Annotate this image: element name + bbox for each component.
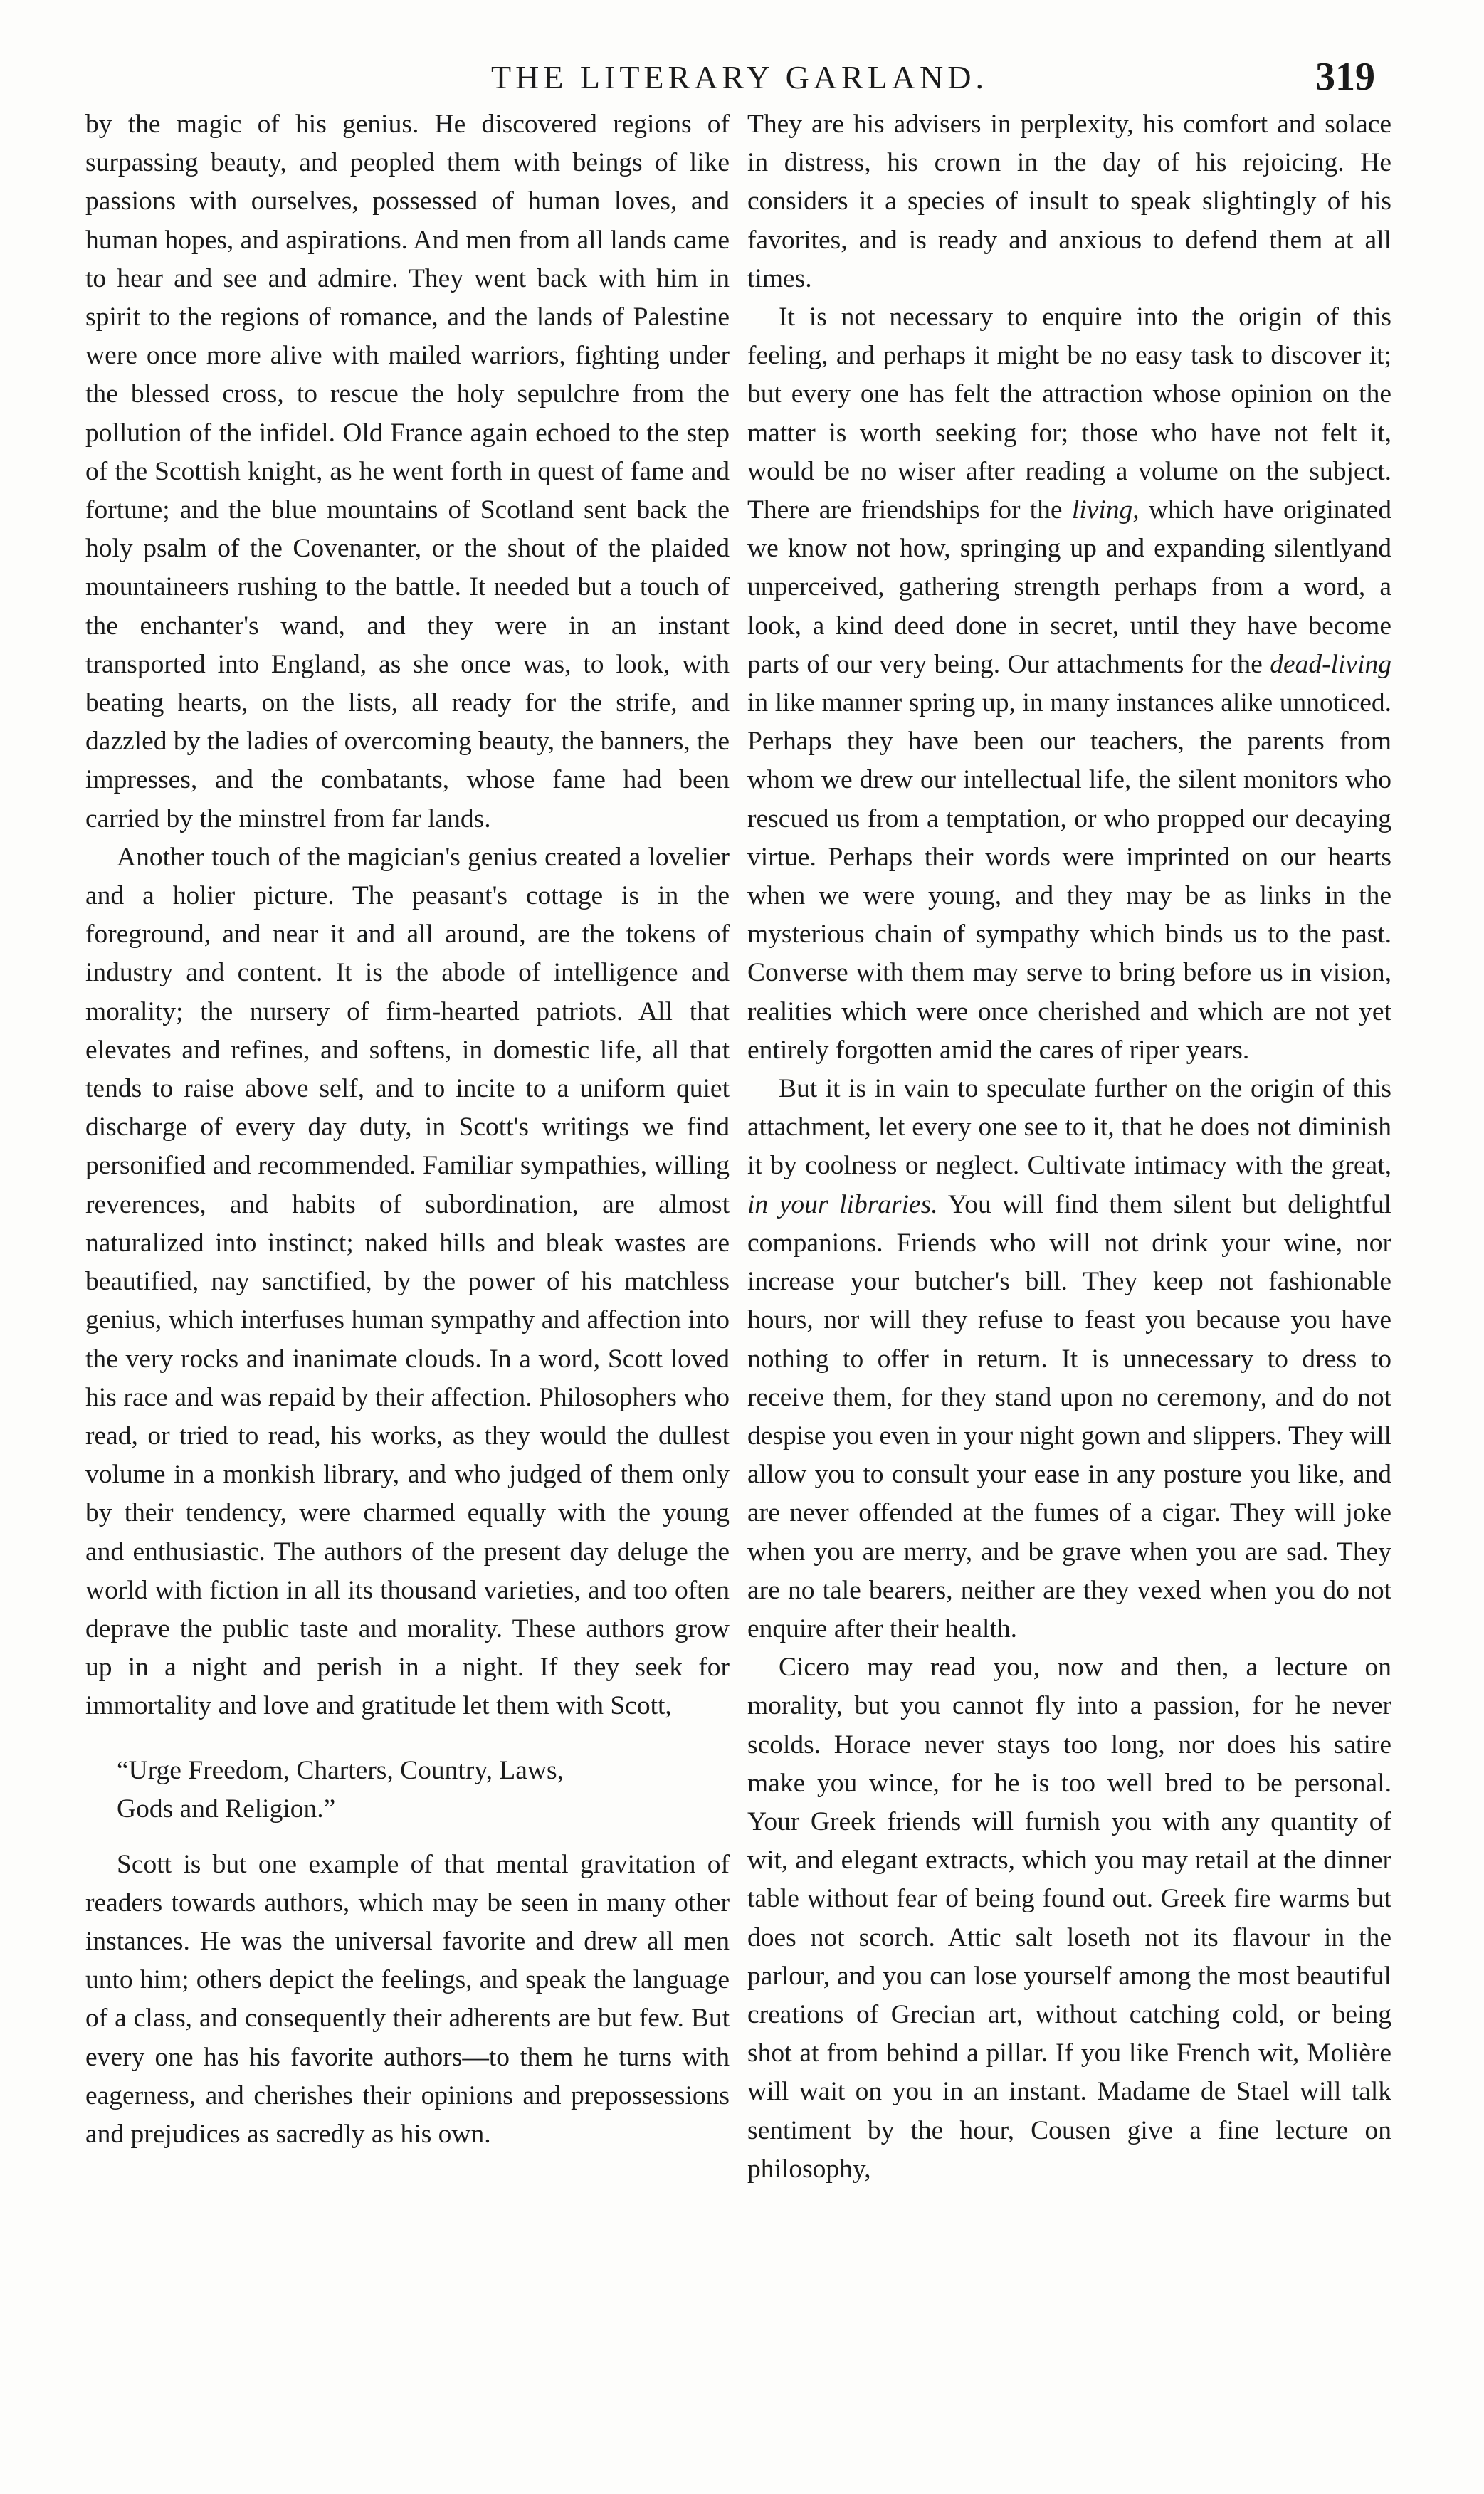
verse-quote-line-2: Gods and Religion.” [117,1794,336,1824]
emphasis-in-your-libraries: in your libraries. [747,1189,938,1219]
page-number: 319 [1315,55,1375,99]
paragraph-right-4: Cicero may read you, now and then, a lecture on morality, but you cannot fly into a passion, for he never scolds. Horace never stays too long, nor does his satire make you wince, for he is too well bred to be personal. Your Greek friends will furnish you with any quantity of wit, and elegant extracts, which you may retail at the dinner table without fear of being found out. Greek fire warms but does not scorch. Attic salt loseth not its flavour in the parlour, and you can lose yourself among the most beautiful creations of Grecian art, without catching cold, or being shot at from behind a pillar. If you like French wit, Molière will wait on you in an instant. Madame de Stael will talk sentiment by the hour, Cousen give a fine lecture on philosophy, [747,1653,1391,2184]
paragraph-left-1: by the magic of his genius. He discovered regions of surpassing beauty, and peopled them with beings of like passions with ourselves, possessed of human loves, and human hopes, and aspirations. And men from all lands came to hear and see and admire. They went back with him in spirit to the regions of romance, and the lands of Palestine were once more alive with mailed warriors, fighting under the blessed cross, to rescue the holy sepulchre from the pollution of the infidel. Old France again echoed to the step of the Scottish knight, as he went forth in quest of fame and fortune; and the blue mountains of Scotland sent back the holy psalm of the Covenanter, or the shout of the plaided mountaineers rushing to the battle. It needed but a touch of the enchanter's wand, and they were in an instant transported into England, as she once was, to look, with beating hearts, on the lists, all ready for the strife, and dazzled by the ladies of overcoming beauty, the banners, the impresses, and the combatants, whose fame had been carried by the minstrel from far lands. [85,110,730,833]
paragraph-right-3-part-a: But it is in vain to speculate further on the origin of this attachment, let every one see to it, that he does not diminish it by coolness or neglect. Cultivate intimacy with the great, [747,1074,1391,1181]
verse-quote [85,1752,730,1829]
paragraph-right-2 [747,298,1391,1070]
paragraph-right-2-part-a: It is not necessary to enquire into the origin of this feeling, and perhaps it might be no easy task to discover it; but every one has felt the attraction whose opinion on the matter is worth seeking for; those who have not felt it, would be no wiser after reading a volume on the subject. There are friendships for the [747,302,1391,525]
paragraph-left-2: Another touch of the magician's genius created a lovelier and a holier picture. The peasant's cottage is in the foreground, and near it and all around, are the tokens of industry and content. It is the abode of intelligence and morality; the nursery of firm-hearted patriots. All that elevates and refines, and softens, in domestic life, all that tends to raise above self, and to incite to a uniform quiet discharge of every day duty, in Scott's writings we find personified and recommended. Familiar sympathies, willing reverences, and habits of subordination, are almost naturalized into instinct; naked hills and bleak wastes are beautified, nay sanctified, by the power of his matchless genius, which interfuses human sympathy and affection into the very rocks and inanimate clouds. In a word, Scott loved his race and was repaid by their affection. Philosophers who read, or tried to read, his works, as they would the dullest volume in a monkish library, and who judged of them only by their tendency, were charmed equally with the young and enthusiastic. The authors of the present day deluge the world with fiction in all its thousand varieties, and too often deprave the public taste and morality. These authors grow up in a night and perish in a night. If they seek for immortality and love and gratitude let them with Scott, [85,842,730,1721]
emphasis-living: living [1071,495,1133,525]
paragraph-right-1: They are his advisers in perplexity, his comfort and solace in distress, his crown in the day of his rejoicing. He considers it a species of insult to speak slightingly of his favorites, and is ready and anxious to defend them at all times. [747,110,1391,293]
left-column [85,105,730,2154]
paragraph-right-2-part-c: in like manner spring up, in many instances alike unnoticed. Perhaps they have been our teachers, the parents from whom we drew our intellectual life, the silent monitors who rescued us from a temptation, or who propped our decaying virtue. Perhaps their words were imprinted on our hearts when we were young, and they may be as links in the mysterious chain of sympathy which binds us to the past. Converse with them may serve to bring before us in vision, realities which were once cherished and which are not yet entirely forgotten amid the cares of riper years. [747,688,1391,1065]
emphasis-dead-living: dead-living [1270,649,1391,679]
right-column [747,105,1391,2189]
running-head [0,54,1484,104]
paragraph-right-3 [747,1070,1391,1648]
paragraph-right-3-part-b: You will find them silent but delightful companions. Friends who will not drink your wine, nor increase your butcher's bill. They keep not fashionable hours, nor will they refuse to feast you because you have nothing to offer in return. It is unnecessary to dress to receive them, for they stand upon no ceremony, and do not despise you even in your night gown and slippers. They will allow you to consult your ease in any posture you like, and are never offended at the fumes of a cigar. They will joke when you are merry, and be grave when you are sad. They are no tale bearers, neither are they vexed when you do not enquire after their health. [747,1189,1391,1643]
paragraph-left-3: Scott is but one example of that mental gravitation of readers towards authors, which may be seen in many other instances. He was the universal favorite and drew all men unto him; others depict the feelings, and speak the language of a class, and consequently their adherents are but few. But every one has his favorite authors—to them he turns with eagerness, and cherishes their opinions and prepossessions and prejudices as sacredly as his own. [85,1849,730,2149]
running-title: THE LITERARY GARLAND. [491,59,988,95]
verse-quote-line-1: “Urge Freedom, Charters, Country, Laws, [117,1755,564,1785]
paragraph-right-2-part-b: , which have originated we know not how, springing up and expanding silentlyand unperceived, gathering strength perhaps from a word, a look, a kind deed done in secret, until they have become parts of our very being. Our attachments for the [747,495,1391,679]
